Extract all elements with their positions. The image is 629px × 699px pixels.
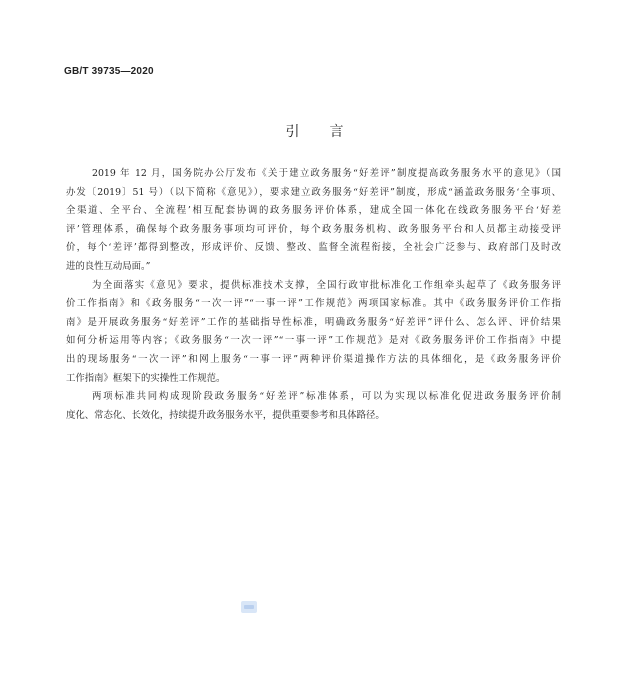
paragraph-line: 为全面落实《意见》要求，提供标准技术支撑，全国行政审批标准化工作组牵头起草了《政务服务评 (92, 279, 561, 291)
body-text (66, 165, 561, 425)
paragraph-line: 度化、常态化、长效化，持续提升政务服务水平，提供重要参考和具体路径。 (66, 409, 385, 421)
paragraph-1 (66, 165, 561, 277)
paragraph-line: 进的良性互动局面。” (66, 260, 151, 272)
paragraph-line: 出的现场服务“一次一评”和网上服务“一事一评”两种评价渠道操作方法的具体细化，是《政务服务评价 (66, 353, 561, 365)
watermark-icon (241, 601, 257, 613)
paragraph-line: 价，每个‘差评’都得到整改，形成评价、反馈、整改、监督全流程衔接，全社会广泛参与、政府部门及时改 (66, 242, 561, 254)
paragraph-line: 2019 年 12 月，国务院办公厅发布《关于建立政务服务“好差评”制度提高政务服务水平的意见》（国 (92, 168, 561, 179)
paragraph-2 (66, 277, 561, 389)
paragraph-line: 两项标准共同构成现阶段政务服务“好差评”标准体系，可以为实现以标准化促进政务服务评价制 (92, 391, 561, 403)
paragraph-line: 价工作指南》和《政务服务“一次一评”“一事一评”工作规范》两项国家标准。其中《政务服务评价工作指 (66, 298, 561, 310)
paragraph-line: 如何分析运用等内容；《政务服务“一次一评”“一事一评”工作规范》是对《政务服务评价工作指南》中提 (66, 335, 561, 347)
page-title: 引言 (285, 124, 374, 140)
paragraph-line: 全渠道、全平台、全流程’相互配套协调的政务服务评价体系，建成全国一体化在线政务服务平台‘好差 (66, 205, 561, 217)
paragraph-line: 办发〔2019〕51 号）（以下简称《意见》），要求建立政务服务“好差评”制度，形成“涵盖政务服务‘全事项、 (66, 186, 561, 198)
paragraph-3 (66, 388, 561, 425)
paragraph-line: 评’管理体系，确保每个政务服务事项均可评价，每个政务服务机构、政务服务平台和人员都主动接受评 (66, 223, 561, 235)
paragraph-line: 南》是开展政务服务“好差评”工作的基础指导性标准，明确政务服务“好差评”评什么、怎么评、评价结果 (66, 316, 561, 328)
standard-code: GB/T 39735—2020 (64, 66, 154, 77)
paragraph-line: 工作指南》框架下的实操性工作规范。 (66, 372, 226, 384)
